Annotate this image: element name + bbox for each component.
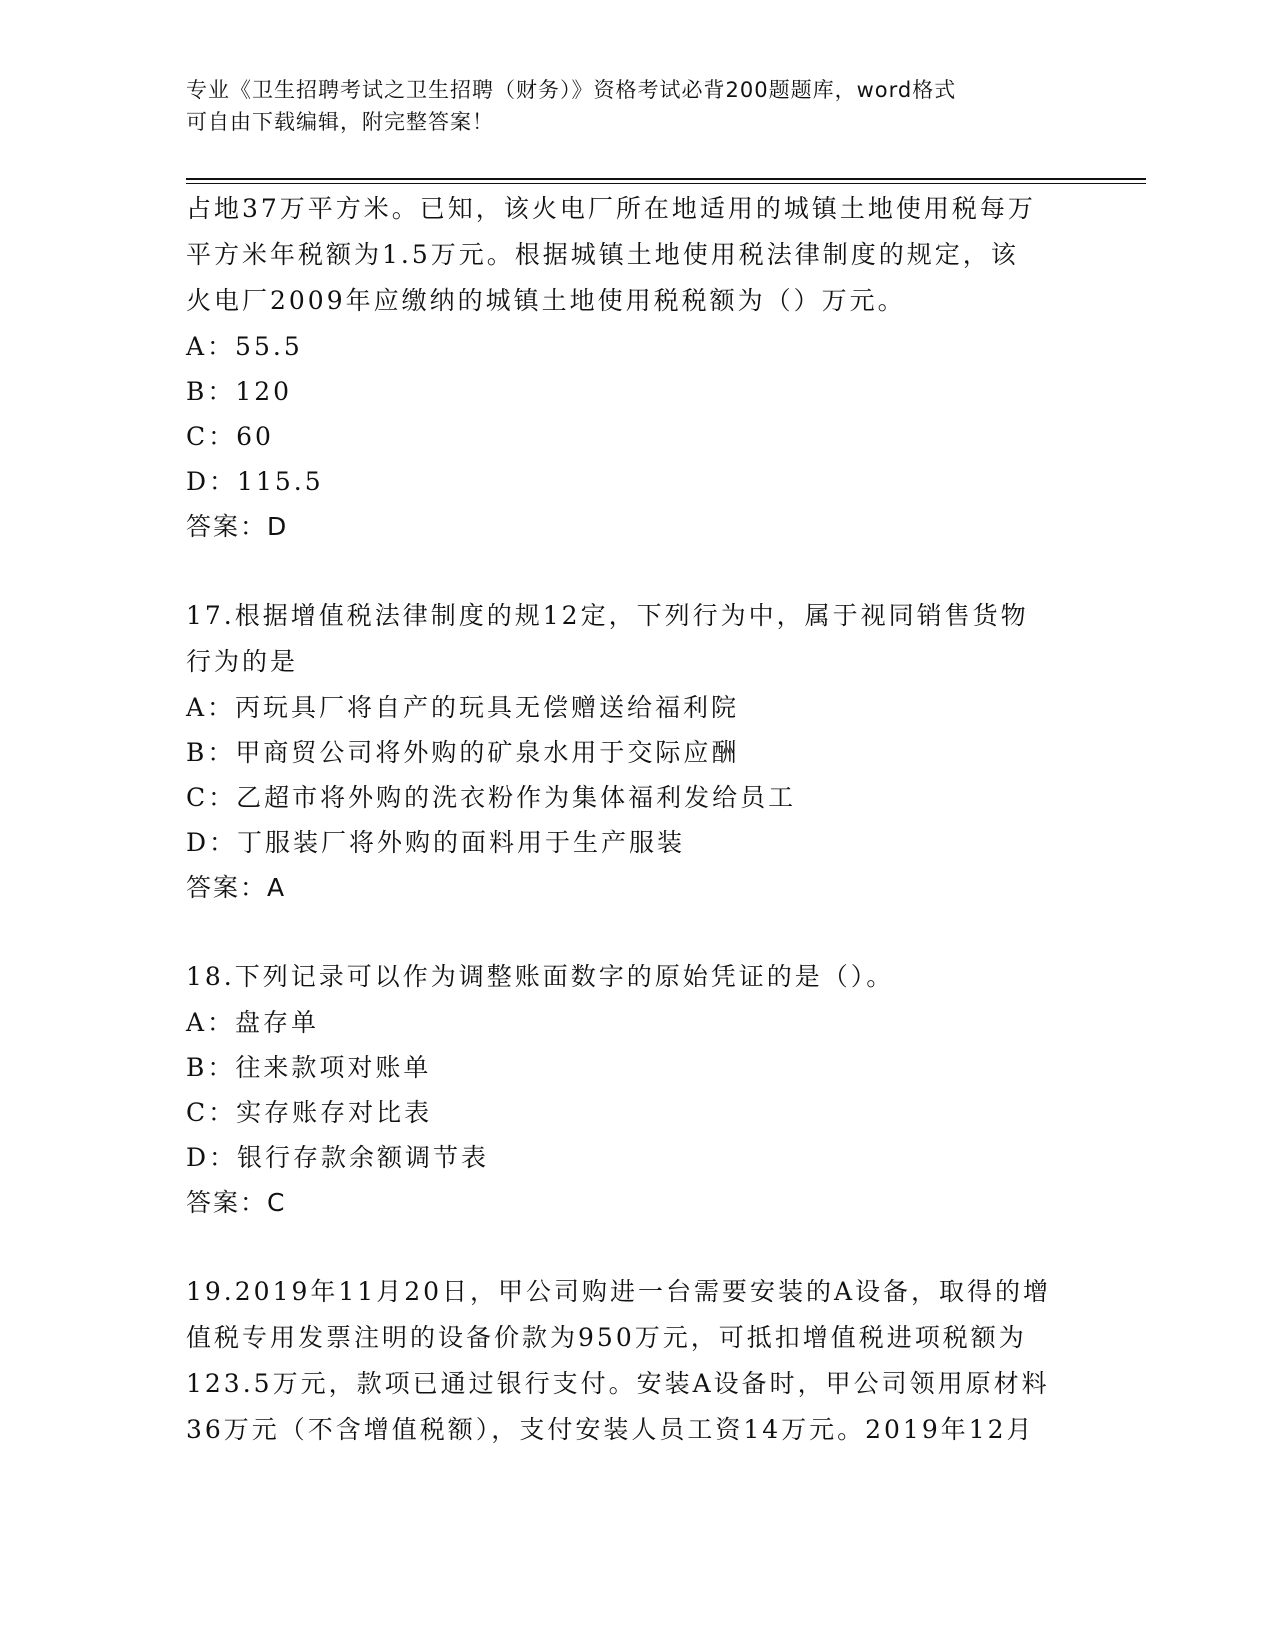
question-text-line: 平方米年税额为1.5万元。根据城镇土地使用税法律制度的规定，该 <box>186 240 1019 269</box>
answer-line: 答案：A <box>186 873 287 902</box>
header-line-1: 专业《卫生招聘考试之卫生招聘（财务）》资格考试必背200题题库，word格式 <box>186 78 957 102</box>
option-c: C：乙超市将外购的洗衣粉作为集体福利发给员工 <box>186 783 797 812</box>
question-text-line: 18.下列记录可以作为调整账面数字的原始凭证的是（）。 <box>186 962 895 991</box>
header-rule-thick <box>186 178 1146 180</box>
answer-line: 答案：C <box>186 1188 287 1217</box>
document-header <box>186 74 1086 138</box>
question-text-line: 19.2019年11月20日，甲公司购进一台需要安装的A设备，取得的增 <box>186 1277 1052 1306</box>
question-16 <box>186 186 1086 549</box>
spacer <box>186 549 1086 593</box>
header-rule-thin <box>186 183 1146 184</box>
question-text-line: 36万元（不含增值税额），支付安装人员工资14万元。2019年12月 <box>186 1415 1035 1444</box>
question-list <box>186 186 1086 1453</box>
option-c: C：60 <box>186 422 274 451</box>
option-d: D：银行存款余额调节表 <box>186 1143 490 1172</box>
option-d: D：丁服装厂将外购的面料用于生产服装 <box>186 828 686 857</box>
option-b: B：120 <box>186 377 293 406</box>
question-text-line: 123.5万元，款项已通过银行支付。安装A设备时，甲公司领用原材料 <box>186 1369 1050 1398</box>
answer-line: 答案：D <box>186 512 289 541</box>
spacer <box>186 910 1086 954</box>
question-text-line: 行为的是 <box>186 647 299 676</box>
option-c: C：实存账存对比表 <box>186 1098 433 1127</box>
question-text-line: 值税专用发票注明的设备价款为950万元，可抵扣增值税进项税额为 <box>186 1323 1027 1352</box>
option-b: B：甲商贸公司将外购的矿泉水用于交际应酬 <box>186 738 740 767</box>
option-a: A：丙玩具厂将自产的玩具无偿赠送给福利院 <box>186 693 740 722</box>
question-18 <box>186 954 1086 1225</box>
spacer <box>186 1225 1086 1269</box>
question-text-line: 占地37万平方米。已知，该火电厂所在地适用的城镇土地使用税每万 <box>186 194 1036 223</box>
question-17 <box>186 593 1086 910</box>
option-b: B：往来款项对账单 <box>186 1053 432 1082</box>
header-line-2: 可自由下载编辑，附完整答案！ <box>186 110 494 134</box>
option-d: D：115.5 <box>186 467 324 496</box>
question-19 <box>186 1269 1086 1453</box>
option-a: A：55.5 <box>186 332 303 361</box>
option-a: A：盘存单 <box>186 1008 320 1037</box>
question-text-line: 火电厂2009年应缴纳的城镇土地使用税税额为（）万元。 <box>186 286 906 315</box>
question-text-line: 17.根据增值税法律制度的规12定，下列行为中，属于视同销售货物 <box>186 601 1029 630</box>
